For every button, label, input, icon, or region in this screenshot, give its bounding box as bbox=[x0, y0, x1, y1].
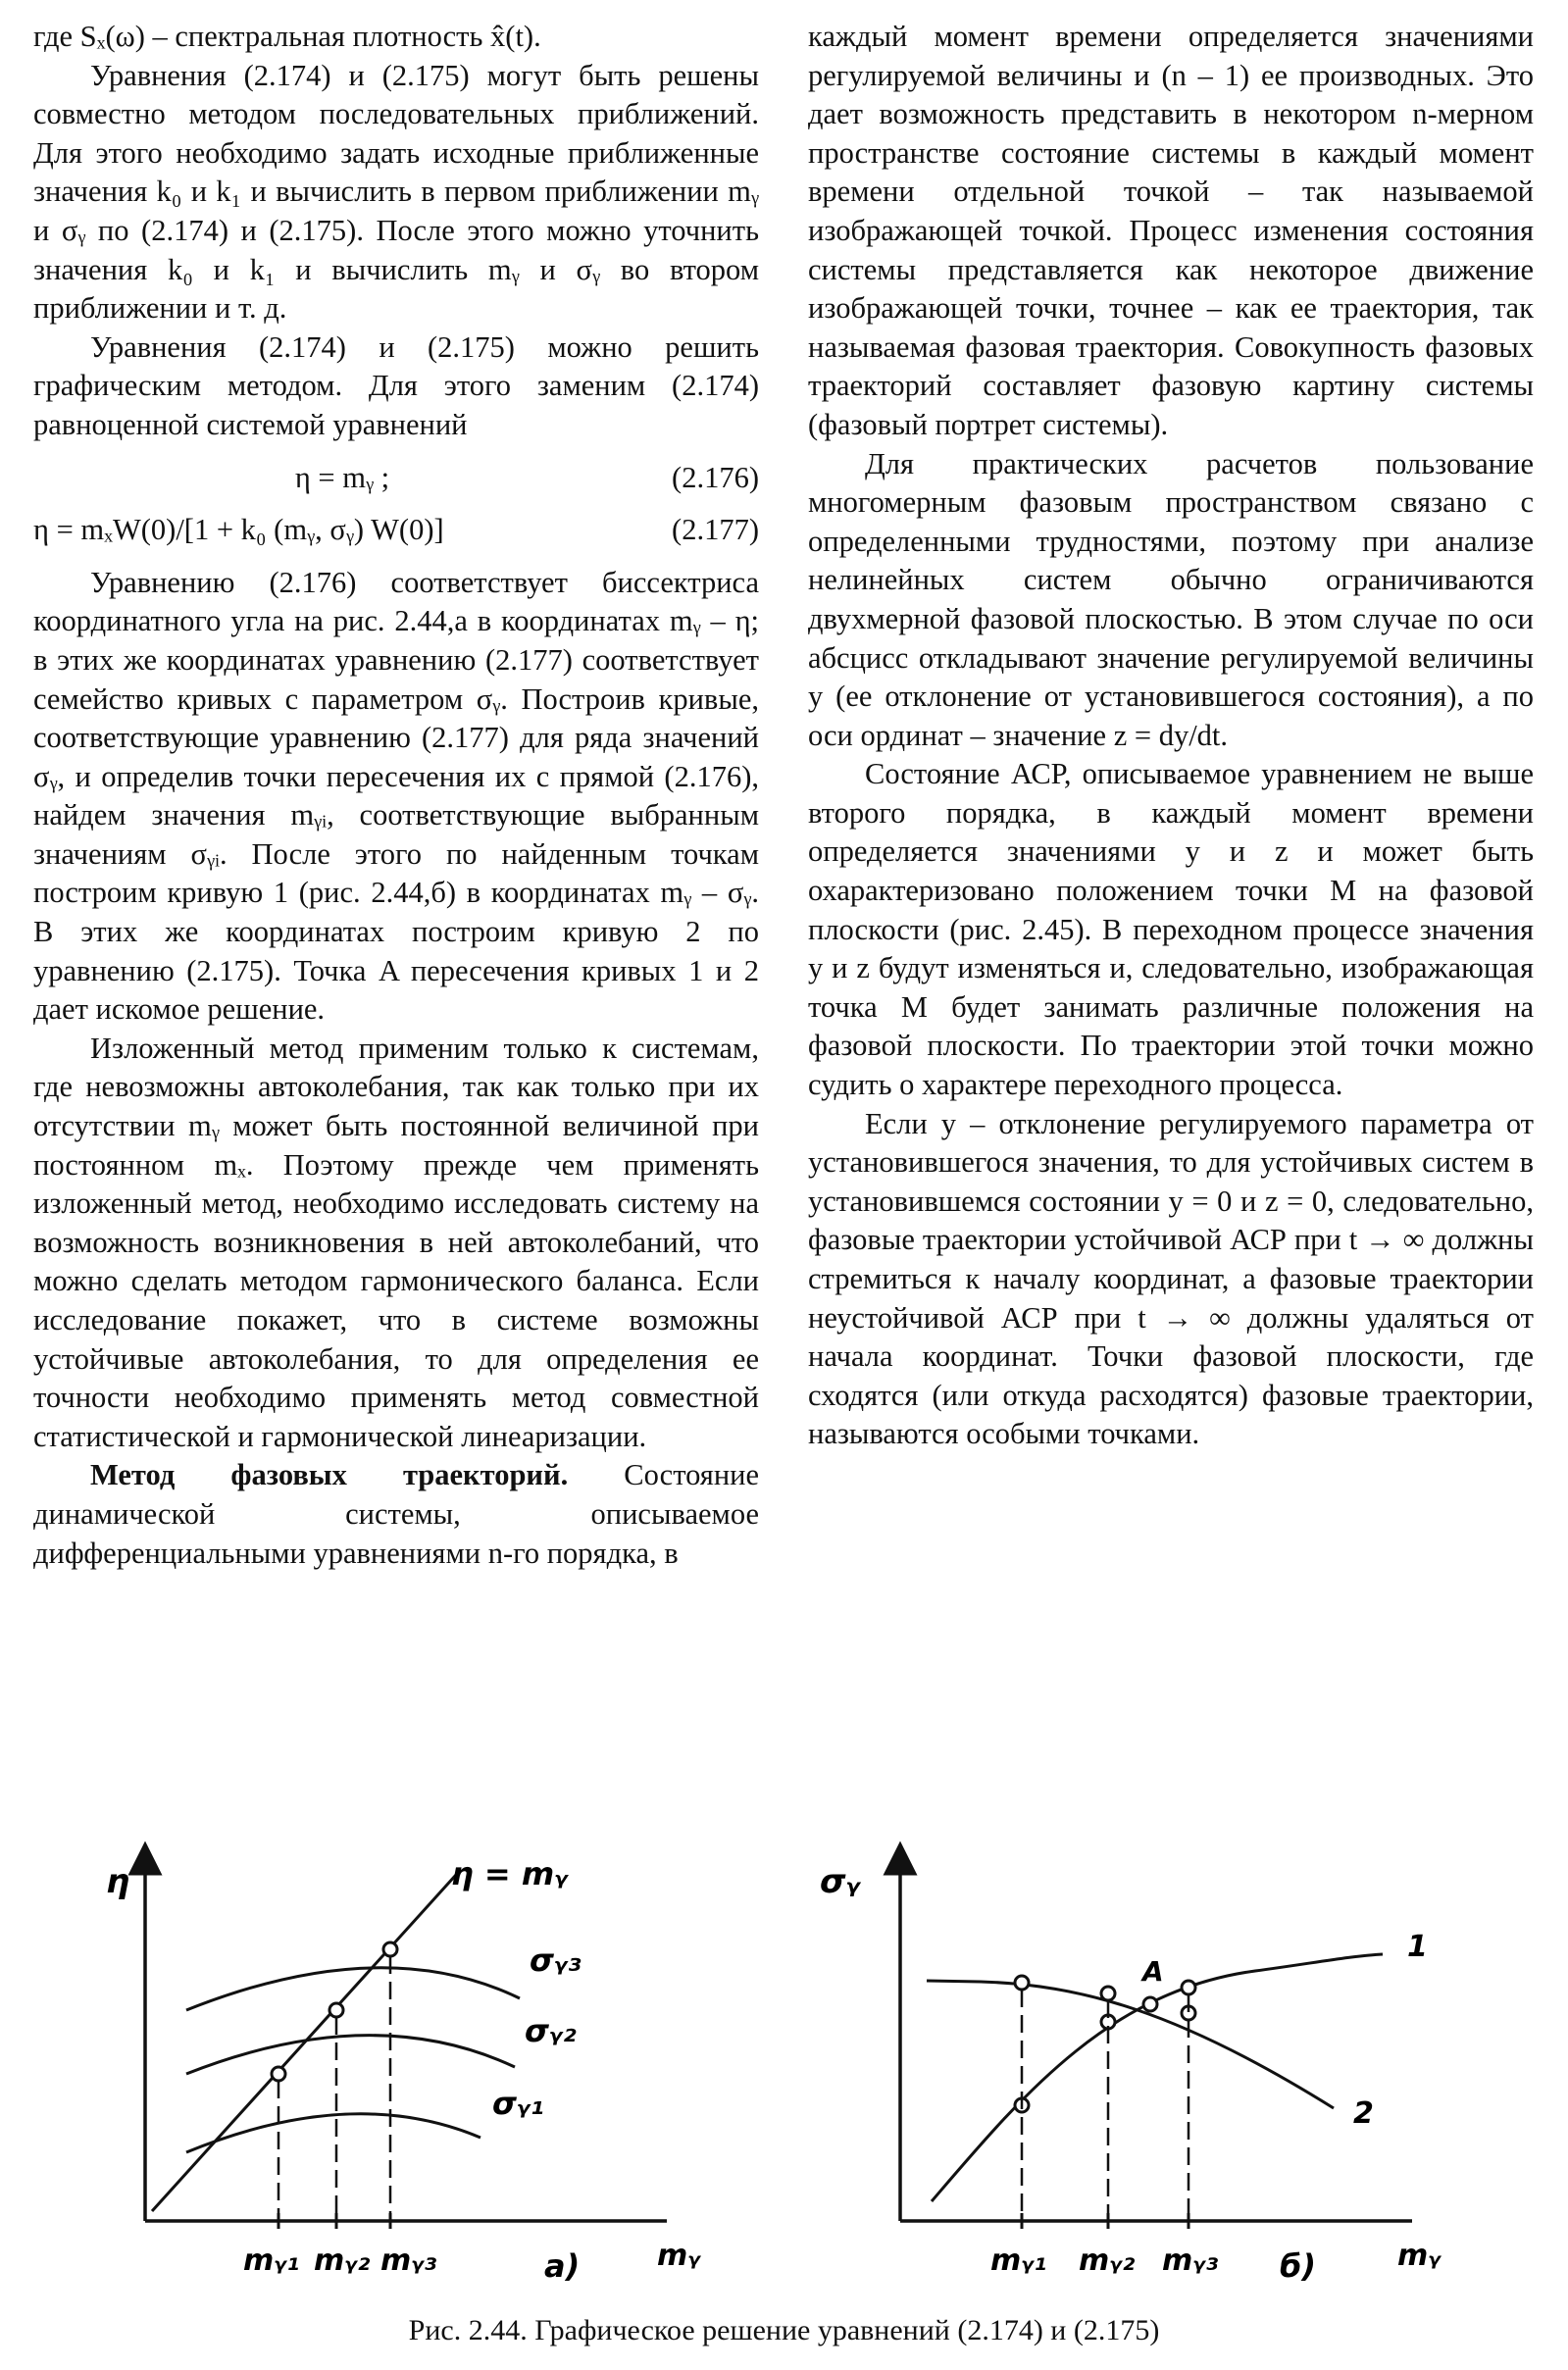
paragraph: каждый момент времени определяется значениями регулируемой величины и (n – 1) ее производных. Это дает возможность представить в некотором n-мерном пространстве состояние системы в каждый момент времени отдельной точкой – так называемой изображающей точкой. Процесс изменения состояния системы представляется как некоторое движение изображающей точки, точнее – как ее траектория, так называемая фазовая траектория. Совокупность фазовых траекторий составляет фазовую картину системы (фазовый портрет системы). bbox=[808, 20, 1534, 441]
x-axis-label: mᵧ bbox=[1397, 2239, 1442, 2273]
paragraph: Состояние АСР, описываемое уравнением не выше второго порядка, в каждый момент времени определяется значениями y и z и может быть охарактеризовано положением точки M на фазовой плоскости (рис. 2.45). В переходном процессе значения y и z будут изменяться и, следовательно, изображающая точка M будет занимать различные положения на фазовой плоскости. По траектории этой точки можно судить о характере переходного процесса. bbox=[808, 757, 1534, 1102]
intersection-point bbox=[329, 2003, 343, 2017]
paragraph: Для практических расчетов пользование многомерным фазовым пространством связано с определенными трудностями, поэтому при анализе нелинейных систем обычно ограничиваются двухмерной фазовой плоскостью. В этом случае по оси абсцисс откладывают значение регулируемой величины y (ее отклонение от установившегося состояния), а по оси ординат – значение z = dy/dt. bbox=[808, 446, 1534, 752]
paragraph: Уравнению (2.176) соответствует биссектриса координатного угла на рис. 2.44,а в координатах mᵧ – η; в этих же координатах уравнению (2.177) соответствует семейство кривых с параметром σᵧ. Построив кривые, соответствующие уравнению (2.177) для ряда значений σᵧ, и определив точки пересечения их с прямой (2.176), найдем значения mᵧᵢ, соответствующие выбранным значениям σᵧᵢ. После этого по найденным точкам построим кривую 1 (рис. 2.44,б) в координатах mᵧ – σᵧ. В этих же координатах построим кривую 2 по уравнению (2.175). Точка A пересечения кривых 1 и 2 дает искомое решение. bbox=[33, 565, 759, 1027]
tick-label-my3: mᵧ₃ bbox=[1162, 2244, 1219, 2278]
section-heading: Метод фазовых траекторий. bbox=[90, 1458, 569, 1492]
tick-label-my2: mᵧ₂ bbox=[1079, 2244, 1136, 2278]
panel-label-a: а) bbox=[544, 2247, 581, 2285]
curve-label-sigma-y3: σᵧ₃ bbox=[530, 1941, 582, 1979]
paragraph: Если y – отклонение регулируемого параметра от установившегося значения, то для устойчивых систем в установившемся состоянии y = 0 и z = 0, следовательно, фазовые траектории устойчивой АСР при t → ∞ должны стремиться к началу координат, а фазовые траектории неустойчивой АСР при t → ∞ должны удаляться от начала координат. Точки фазовой плоскости, где сходятся (или откуда расходятся) фазовые траектории, называются особыми точками. bbox=[808, 1106, 1534, 1451]
curve2-point bbox=[1015, 1976, 1029, 1990]
x-axis-label: mᵧ bbox=[657, 2239, 701, 2273]
paragraph: где Sₓ(ω) – спектральная плотность x̂(t). bbox=[33, 20, 541, 53]
paragraph: Уравнения (2.174) и (2.175) могут быть решены совместно методом последовательных приближений. Для этого необходимо задать исходные приближенные значения k₀ и k₁ и вычислить в первом приближении mᵧ и σᵧ по (2.174) и (2.175). После этого можно уточнить значения k₀ и k₁ и вычислить mᵧ и σᵧ во втором приближении и т. д. bbox=[33, 58, 759, 326]
curve-1 bbox=[932, 1954, 1383, 2201]
tick-label-my3: mᵧ₃ bbox=[380, 2244, 437, 2278]
curve-sigma-y1 bbox=[186, 2114, 481, 2152]
y-axis-label: η bbox=[106, 1862, 130, 1901]
curve-sigma-y2 bbox=[186, 2036, 515, 2074]
intersection-point bbox=[383, 1942, 397, 1956]
equation-2-177 bbox=[33, 511, 759, 550]
panel-label-b: б) bbox=[1280, 2247, 1316, 2285]
curve-2 bbox=[927, 1981, 1334, 2108]
curve1-point bbox=[1182, 1981, 1195, 1994]
paragraph bbox=[33, 1456, 759, 1573]
paragraph: Изложенный метод применим только к системам, где невозможны автоколебания, так как только при их отсутствии mᵧ может быть постоянной величиной при постоянном mₓ. Поэтому прежде чем применять изложенный метод, необходимо исследовать систему на возможность возникновения в ней автоколебаний, что можно сделать методом гармонического баланса. Если исследование покажет, что в системе возможны устойчивые автоколебания, то для определения ее точности необходимо применять метод совместной статистической и гармонической линеаризации. bbox=[33, 1031, 759, 1453]
curve-label-sigma-y1: σᵧ₁ bbox=[492, 2085, 544, 2122]
equation-number: (2.177) bbox=[672, 513, 759, 547]
figure-caption: Рис. 2.44. Графическое решение уравнений (2.174) и (2.175) bbox=[408, 2314, 1160, 2346]
curve-label-2: 2 bbox=[1353, 2096, 1374, 2131]
paragraph: Уравнения (2.174) и (2.175) можно решить графическим методом. Для этого заменим (2.174) равноценной системой уравнений bbox=[33, 329, 759, 441]
equation-body: η = mₓW(0)/[1 + k₀ (mᵧ, σᵧ) W(0)] bbox=[33, 513, 444, 547]
intersection-point-a bbox=[1143, 1997, 1157, 2011]
figure-2-44 bbox=[0, 1824, 1568, 2294]
left-column bbox=[33, 18, 759, 1573]
equation-2-176 bbox=[33, 459, 759, 498]
paragraph-text: Состояние динамической системы, описываемое дифференциальными уравнениями n-го порядка, в bbox=[33, 1458, 759, 1570]
bisector-line bbox=[152, 1875, 456, 2211]
point-label-a: A bbox=[1142, 1955, 1164, 1988]
y-axis-label: σᵧ bbox=[820, 1862, 861, 1901]
tick-label-my1: mᵧ₁ bbox=[990, 2244, 1047, 2278]
right-column bbox=[808, 18, 1534, 1454]
curve2-point bbox=[1101, 1987, 1115, 2000]
equation-number: (2.176) bbox=[672, 460, 759, 494]
line-label: η = mᵧ bbox=[451, 1855, 568, 1892]
figure-b bbox=[784, 1824, 1530, 2294]
equation-body: η = mᵧ ; bbox=[294, 460, 390, 494]
figure-a bbox=[20, 1824, 765, 2294]
tick-label-my1: mᵧ₁ bbox=[243, 2244, 300, 2278]
tick-label-my2: mᵧ₂ bbox=[314, 2244, 371, 2278]
intersection-point bbox=[272, 2067, 285, 2081]
curve-label-sigma-y2: σᵧ₂ bbox=[525, 2012, 577, 2049]
curve-label-1: 1 bbox=[1407, 1930, 1428, 1964]
